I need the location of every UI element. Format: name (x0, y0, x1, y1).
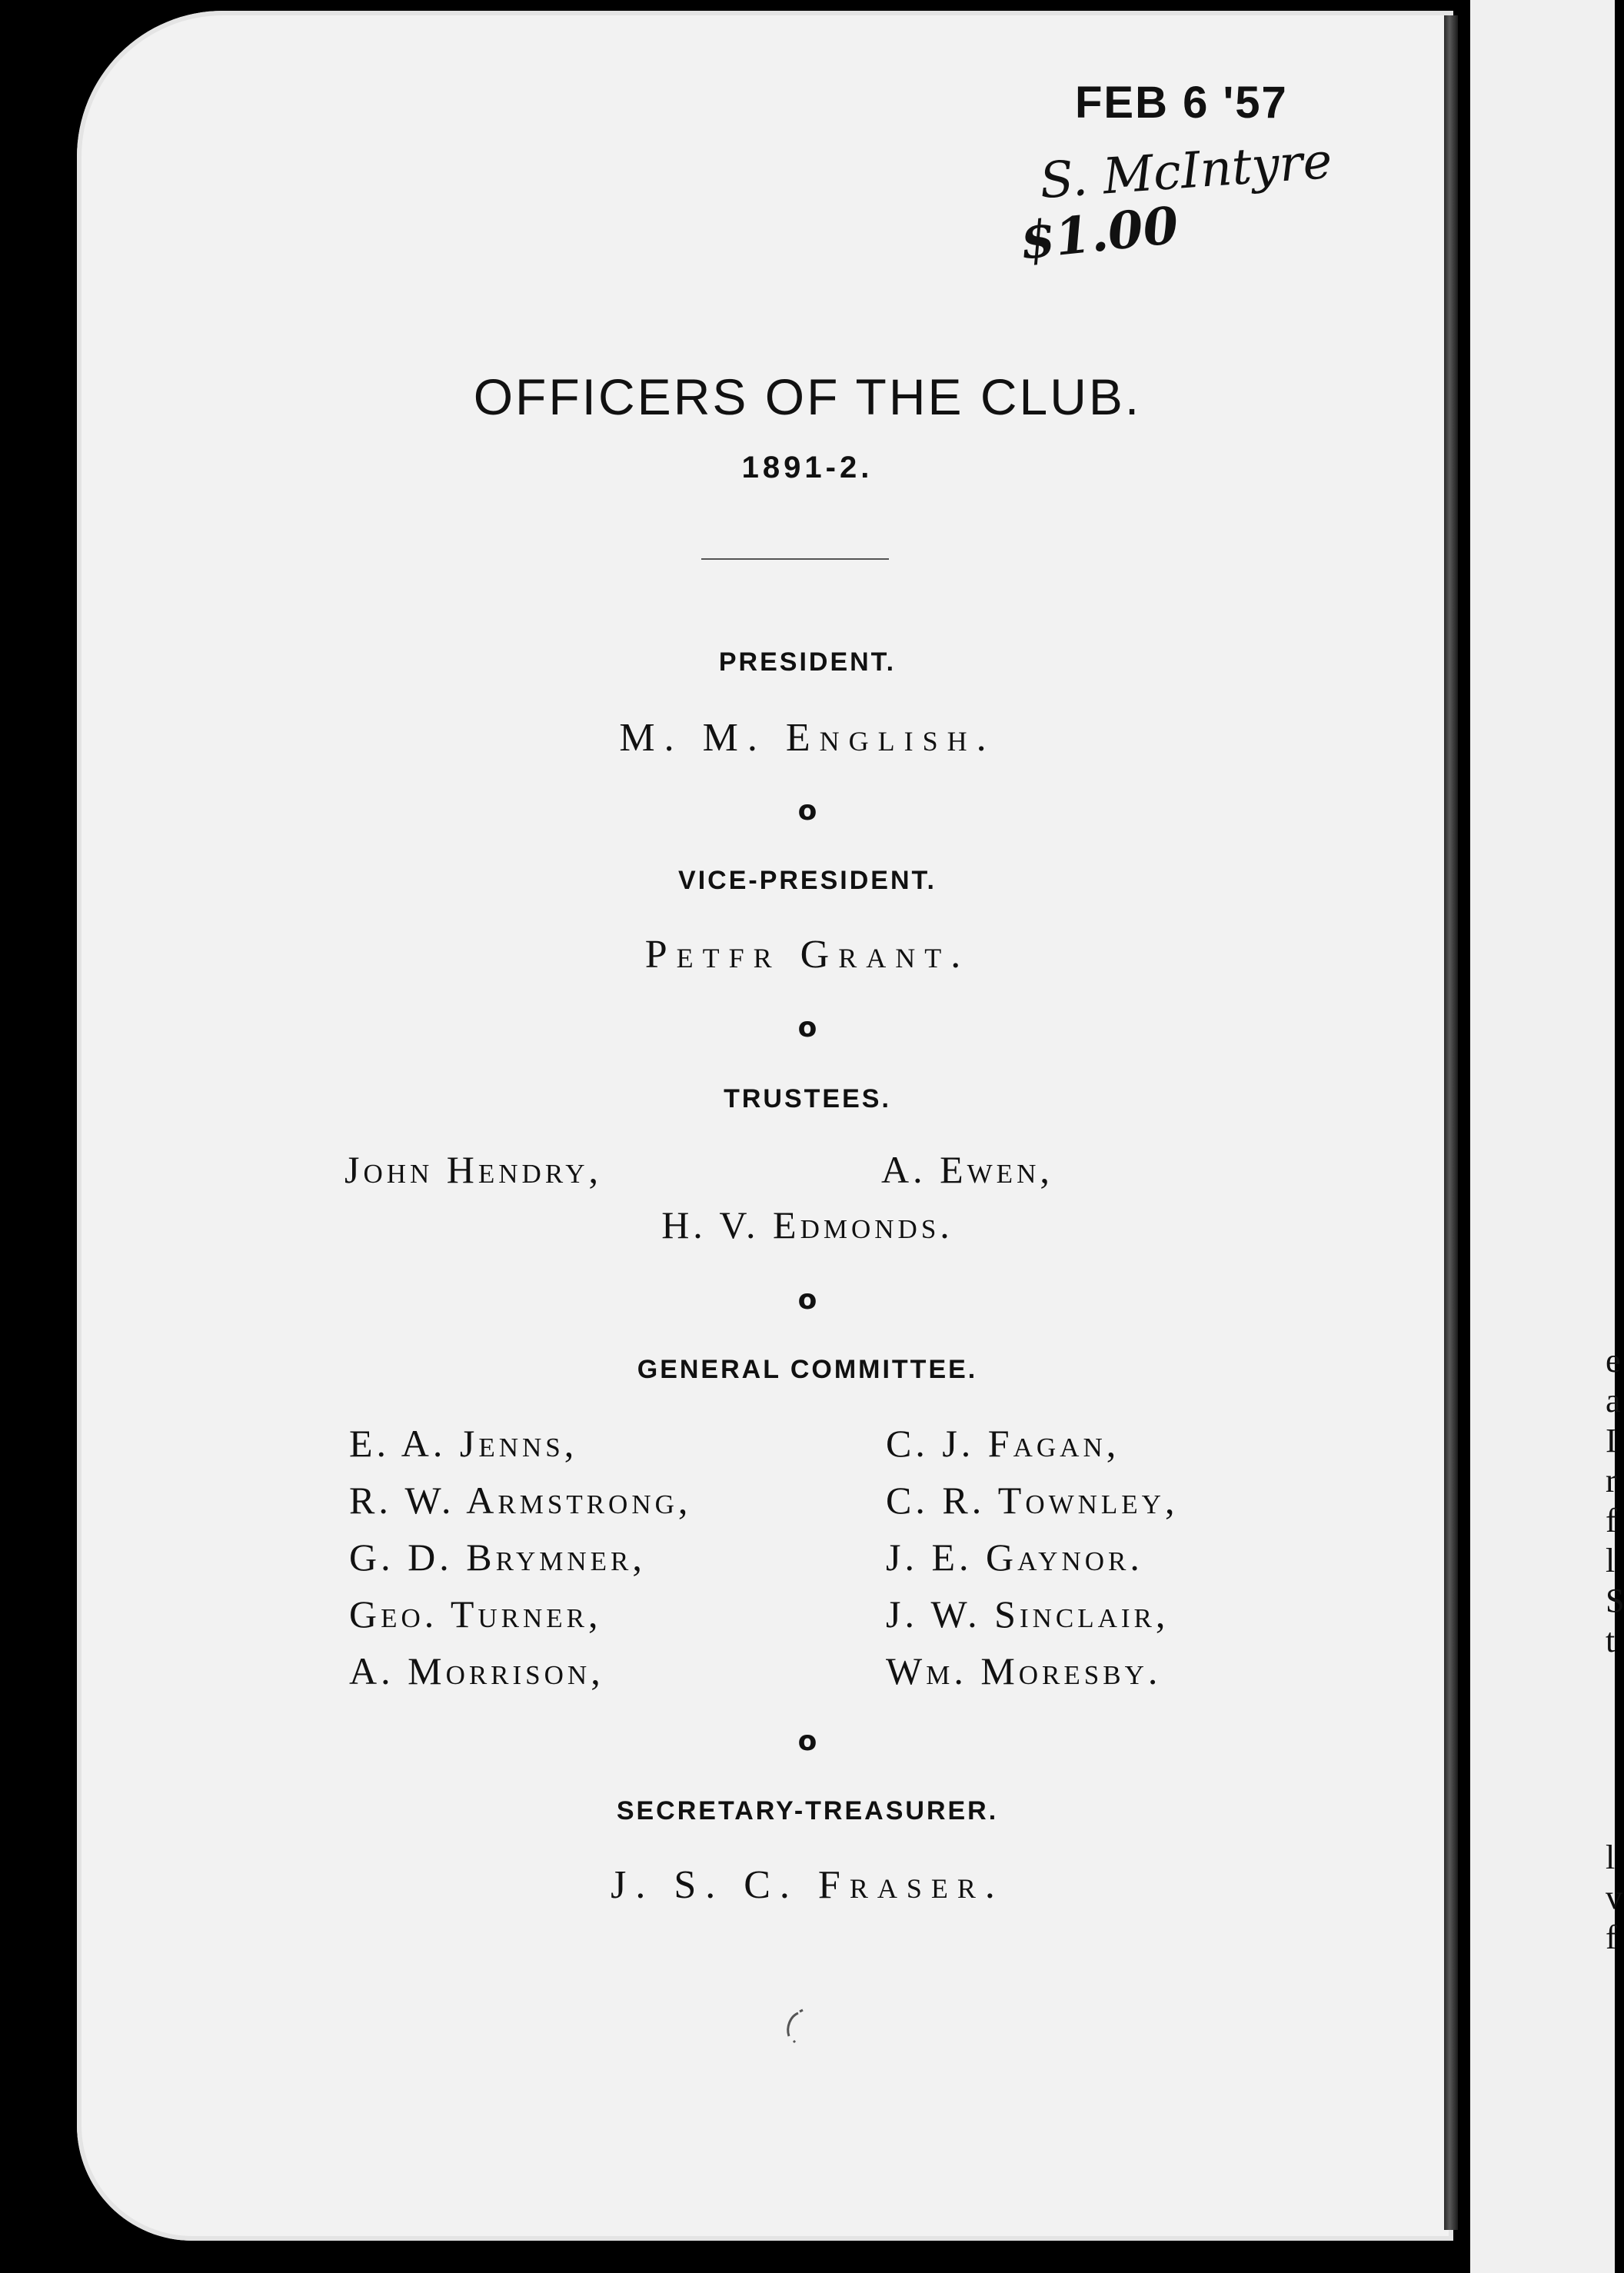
handwritten-name: S. McIntyre (1037, 132, 1334, 211)
committee-member: J. E. Gaynor. (886, 1536, 1143, 1579)
committee-member: J. W. Sinclair, (886, 1592, 1170, 1636)
committee-member: C. R. Townley, (886, 1479, 1179, 1522)
title-divider (701, 558, 889, 560)
ornament-divider: o (797, 795, 817, 827)
secretary-treasurer-name: J. S. C. Fraser. (611, 1863, 1004, 1907)
adjacent-page-fragment: l (1606, 1839, 1616, 1876)
adjacent-page-fragment: S (1606, 1582, 1624, 1619)
trustee-name: A. Ewen, (881, 1148, 1053, 1191)
adjacent-page-fragment: a (1606, 1382, 1621, 1419)
committee-list-left (349, 1415, 691, 1699)
vice-president-heading: VICE-PRESIDENT. (678, 866, 937, 895)
committee-member: C. J. Fagan, (886, 1422, 1120, 1465)
general-committee-heading: GENERAL COMMITTEE. (637, 1355, 978, 1384)
adjacent-page-fragment: v (1606, 1879, 1622, 1916)
committee-member: Geo. Turner, (349, 1592, 602, 1636)
trustee-name: H. V. Edmonds. (661, 1203, 953, 1246)
adjacent-page (1470, 0, 1615, 2273)
president-heading: PRESIDENT. (718, 647, 897, 677)
committee-list-right (886, 1415, 1178, 1699)
adjacent-page-fragment: f (1606, 1502, 1617, 1539)
document-title: OFFICERS OF THE CLUB. (473, 368, 1142, 425)
president-name: M. M. English. (619, 716, 996, 760)
adjacent-page-fragment: e (1606, 1342, 1621, 1379)
committee-member: Wm. Moresby. (886, 1649, 1162, 1692)
date-stamp: FEB 6 '57 (1075, 78, 1288, 128)
vice-president-name: Petfr Grant. (644, 933, 970, 977)
committee-member: A. Morrison, (349, 1649, 604, 1692)
committee-member: G. D. Brymner, (349, 1536, 646, 1579)
ornament-divider: o (797, 1284, 817, 1316)
ornament-divider: o (797, 1012, 817, 1043)
ornament-divider: o (797, 1726, 817, 1757)
committee-member: E. A. Jenns, (349, 1422, 578, 1465)
committee-member: R. W. Armstrong, (349, 1479, 692, 1522)
secretary-treasurer-heading: SECRETARY-TREASURER. (616, 1796, 999, 1825)
adjacent-page-fragment: r (1606, 1462, 1617, 1499)
ink-smudge (783, 2005, 814, 2044)
handwritten-price: $1.00 (1017, 195, 1182, 271)
adjacent-page-fragment: l (1606, 1542, 1616, 1579)
trustee-name: John Hendry, (344, 1148, 603, 1191)
adjacent-page-fragment: I (1606, 1422, 1617, 1459)
document-year: 1891-2. (741, 451, 874, 484)
adjacent-page-fragment: f (1606, 1919, 1617, 1956)
adjacent-page-fragment: t (1606, 1622, 1616, 1659)
trustees-heading: TRUSTEES. (724, 1084, 891, 1113)
